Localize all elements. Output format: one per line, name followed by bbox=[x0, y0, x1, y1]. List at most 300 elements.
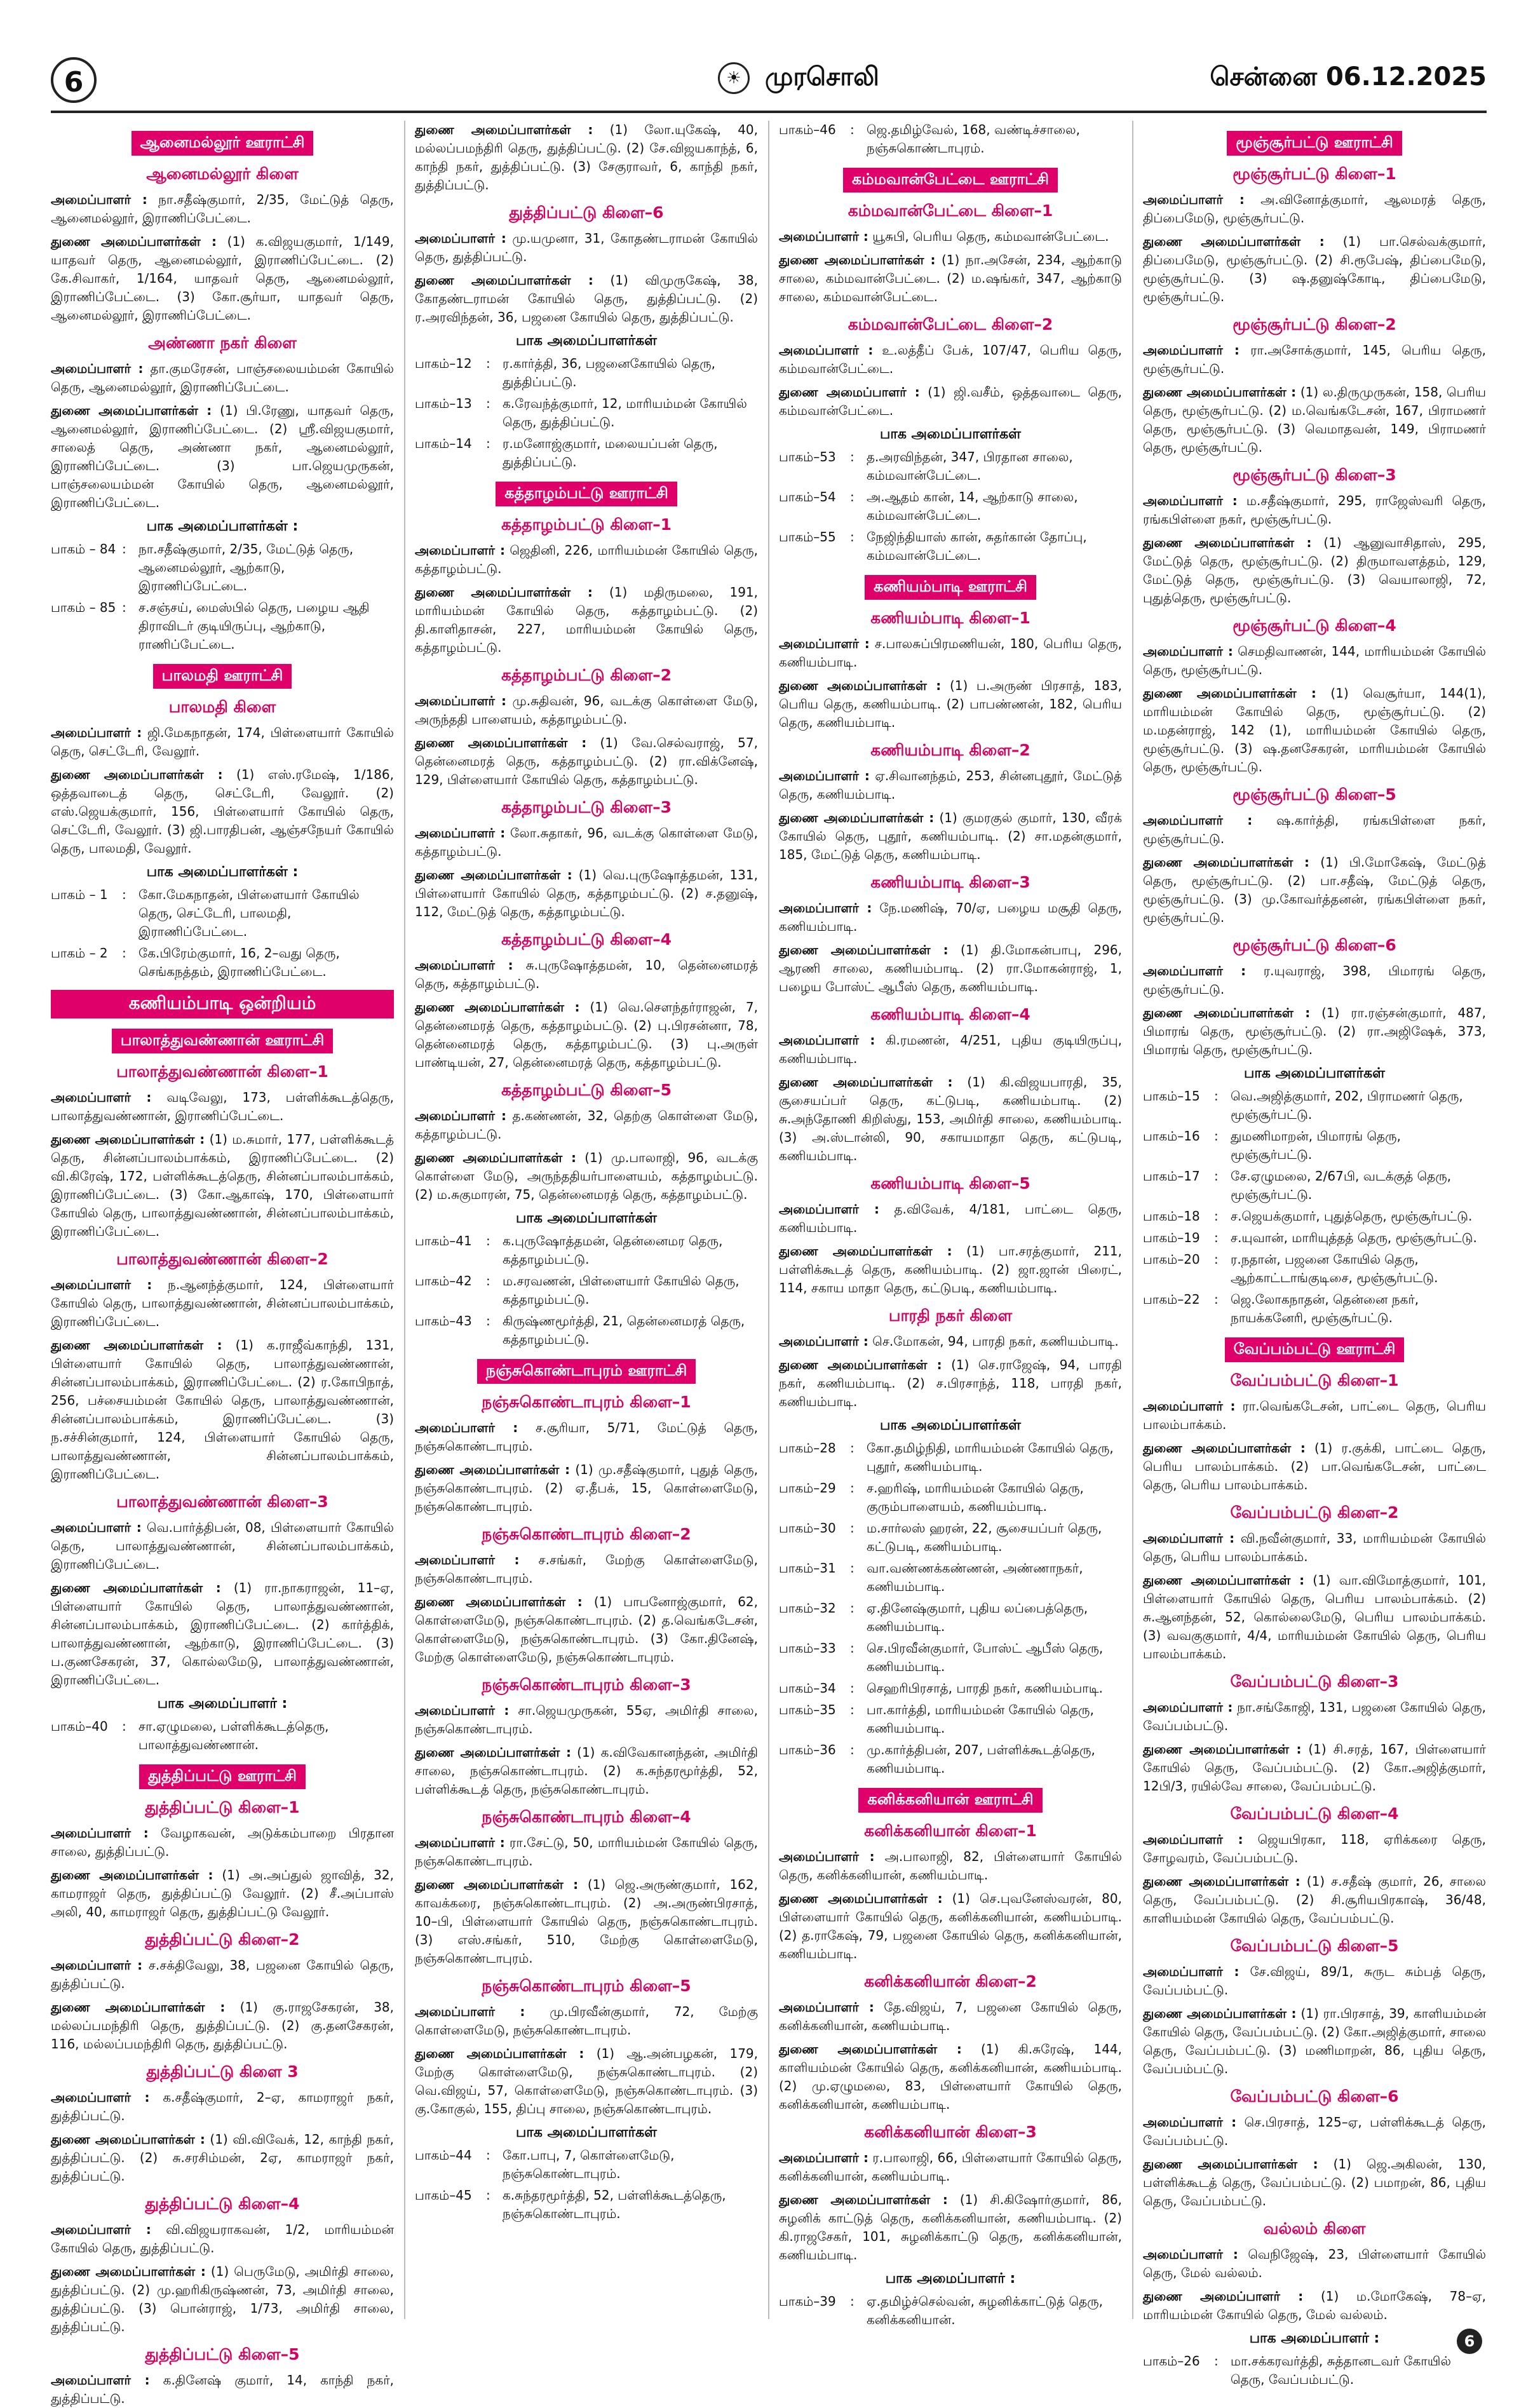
branch-heading: நஞ்சுகொண்டாபுரம் கிளை–1 bbox=[482, 1393, 691, 1411]
role-label: துணை அமைப்பாளர்கள் : bbox=[779, 2041, 962, 2057]
role-label: துணை அமைப்பாளர் : bbox=[779, 384, 920, 400]
role-label: அமைப்பாளர் : bbox=[779, 1032, 875, 1048]
separator: : bbox=[122, 887, 126, 902]
member-details: ச.சக்திவேலு, 38, பஜனை கோயில் தெரு, துத்திப்பட்டு. bbox=[51, 1958, 395, 1991]
separator: : bbox=[850, 2294, 854, 2309]
role-label: துணை அமைப்பாளர்கள் : bbox=[415, 999, 580, 1015]
member-entry bbox=[51, 724, 394, 761]
member-entry bbox=[51, 1276, 394, 1331]
member-entry bbox=[1143, 191, 1486, 227]
role-label: அமைப்பாளர் : bbox=[779, 900, 872, 916]
section-subheading: பாக அமைப்பாளர் : bbox=[885, 2271, 1016, 2287]
separator: : bbox=[850, 1742, 854, 1757]
role-label: அமைப்பாளர் : bbox=[415, 1552, 520, 1567]
booth-number: பாகம்–15 bbox=[1143, 1088, 1200, 1104]
section-subheading: பாக அமைப்பாளர்கள் : bbox=[146, 864, 299, 880]
member-details: (1) வெ.சௌந்தர்ராஜன், 7, தென்னைமரத் தெரு, கத்தாழம்பட்டு. (2) பு.பிரசன்னா, 78, தென்னைமரத் தெரு, கத்தாழம்பட்டு. (3) பு.அருள் பாண்டியன், 27, தென்னைமரத் தெரு, கத்தாழம்பட்டு. bbox=[415, 999, 758, 1070]
section-subheading: பாக அமைப்பாளர் : bbox=[1249, 2330, 1380, 2346]
council-heading: வேப்பம்பட்டு ஊராட்சி bbox=[1225, 1337, 1405, 1362]
booth-number: பாகம்–46 bbox=[779, 122, 836, 137]
branch-heading: கத்தாழம்பட்டு கிளை–2 bbox=[501, 666, 672, 684]
member-details: கி.ரமணன், 4/251, புதிய குடியிருப்பு, கணியம்பாடி. bbox=[779, 1032, 1122, 1066]
member-details: த.விவேக், 4/181, பாட்டை தெரு, கணியம்பாடி. bbox=[779, 1201, 1123, 1235]
booth-organizer: நா.சதீஷ்குமார், 2/35, மேட்டுத் தெரு, ஆனைமல்லூர், ஆற்காடு, இராணிப்பேட்டை. bbox=[138, 541, 354, 593]
booth-number: பாகம் – 85 bbox=[51, 600, 116, 615]
role-label: அமைப்பாளர் : bbox=[51, 361, 144, 376]
role-label: அமைப்பாளர் : bbox=[1143, 1398, 1236, 1414]
branch-heading: கணியம்பாடி கிளை–5 bbox=[870, 1174, 1030, 1193]
booth-number: பாகம்–40 bbox=[51, 1719, 108, 1734]
booth-row bbox=[415, 2146, 758, 2183]
role-label: அமைப்பாளர் : bbox=[779, 636, 870, 651]
booth-organizer: சா.ஏழுமலை, பள்ளிக்கூடத்தெரு, பாலாத்துவண்ணான். bbox=[138, 1719, 329, 1752]
member-details: மு.சுதிவன், 96, வடக்கு கொள்ளை மேடு, அருந்ததி பாளையம், கத்தாழம்பட்டு. bbox=[415, 693, 758, 727]
columns-container bbox=[51, 121, 1487, 2406]
council-heading: ஆனைமல்லூர் ஊராட்சி bbox=[132, 131, 314, 156]
booth-row bbox=[1143, 1250, 1486, 1287]
member-details: (1) சி.கிஷோர்குமார், 86, சுழனிக் காட்டுத் தெரு, கனிக்கனியான், கணியம்பாடி. (2) கி.ராஜசேகர், 101, சுழனிக்காட்டு தெரு, கனிக்கனியான், கணியம்பாடி. bbox=[779, 2192, 1122, 2263]
member-entry bbox=[51, 1130, 394, 1241]
member-entry bbox=[1143, 2245, 1486, 2282]
booth-number: பாகம்–17 bbox=[1143, 1168, 1200, 1184]
role-label: துணை அமைப்பாளர்கள் : bbox=[779, 1357, 942, 1372]
role-label: அமைப்பாளர் : bbox=[51, 2090, 150, 2105]
member-entry bbox=[415, 541, 758, 578]
booth-organizer: அ.ஆதம் கான், 14, ஆற்காடு சாலை, கம்மவான்பேட்டை. bbox=[867, 489, 1078, 523]
booth-row bbox=[779, 488, 1122, 525]
branch-heading: கம்மவான்பேட்டை கிளை–2 bbox=[848, 315, 1053, 334]
booth-row bbox=[51, 944, 394, 981]
separator: : bbox=[1214, 1208, 1219, 1224]
member-entry bbox=[51, 2371, 394, 2408]
branch-heading: கணியம்பாடி கிளை–2 bbox=[870, 741, 1030, 759]
booth-organizer: பா.கார்த்தி, மாரியம்மன் கோயில் தெரு, கணியம்பாடி. bbox=[867, 1702, 1094, 1736]
member-entry bbox=[51, 1998, 394, 2053]
member-details: (1) கி.விஜயபாரதி, 35, சூசையப்பர் தெரு, கட்டுபடி, கணியம்பாடி. (2) சு.அந்தோணி கிறிஸ்து, 153, அமிர்தி சாலை, கணியம்பாடி. (3) அ.ஸ்டான்லி, 90, சகாயமாதா தெரு, கட்டுபடி, கணியம்பாடி. bbox=[779, 1074, 1122, 1163]
member-entry bbox=[415, 1834, 758, 1870]
member-entry bbox=[51, 360, 394, 396]
booth-number: பாகம்–55 bbox=[779, 529, 836, 545]
role-label: அமைப்பாளர் : bbox=[1143, 644, 1233, 659]
role-label: அமைப்பாளர் : bbox=[415, 1108, 506, 1123]
booth-row bbox=[415, 435, 758, 471]
member-details: (1) அ.அப்துல் ஜாவித், 32, காமராஜர் தெரு, துத்திப்பட்டு வேலூர். (2) சீ.அப்பாஸ் அலி, 40, காமராஜர் தெரு, துத்திப்பட்டு வேலூர். bbox=[51, 1867, 394, 1919]
branch-heading: ஆனைமல்லூர் கிளை bbox=[146, 165, 299, 183]
member-entry bbox=[415, 1149, 758, 1204]
branch-heading: வேப்பம்பட்டு கிளை–1 bbox=[1230, 1371, 1399, 1390]
branch-heading: கனிக்கனியான் கிளை–2 bbox=[864, 1972, 1037, 1991]
member-entry bbox=[1143, 1872, 1486, 1928]
booth-number: பாகம்–45 bbox=[415, 2188, 472, 2203]
branch-heading: கத்தாழம்பட்டு கிளை–3 bbox=[501, 798, 672, 816]
role-label: துணை அமைப்பாளர்கள் : bbox=[51, 767, 223, 782]
member-details: (1) ஜெ.அகிலன், 130, பள்ளிக்கூடத் தெரு, வேப்பம்பட்டு. (2) பமாறன், 86, புதிய தெரு, வேப்பம்பட்டு. bbox=[1143, 2156, 1486, 2208]
role-label: துணை அமைப்பாளர்கள் : bbox=[779, 678, 942, 693]
member-entry bbox=[779, 1073, 1122, 1165]
booth-organizer: ச.சஞ்சய், மைஸ்பில் தெரு, பழைய ஆதி திராவிடர் குடியிருப்பு, ஆற்காடு, ராணிப்பேட்டை. bbox=[138, 600, 370, 652]
member-entry bbox=[1143, 811, 1486, 848]
role-label: அமைப்பாளர் : bbox=[1143, 1531, 1235, 1546]
member-entry bbox=[779, 1332, 1122, 1351]
member-entry bbox=[415, 998, 758, 1072]
booth-row bbox=[415, 1232, 758, 1269]
member-entry bbox=[1143, 1397, 1486, 1434]
booth-row bbox=[779, 1559, 1122, 1596]
branch-heading: கணியம்பாடி கிளை–4 bbox=[870, 1005, 1030, 1024]
member-entry bbox=[1143, 534, 1486, 607]
role-label: துணை அமைப்பாளர்கள் : bbox=[51, 1867, 213, 1883]
member-details: (1) எஸ்.ரமேஷ், 1/186, ஒத்தவாடைத் தெரு, செட்டேரி, வேலூர். (2) எஸ்.ஜெயக்குமார், 156, பிள்ளையார் கோயில் தெரு, செட்டேரி, வேலூர். (3) ஜி.பாரதிபன், ஆஞ்சநேயர் கோயில் தெரு, பாலமதி, வேலூர். bbox=[51, 767, 394, 856]
booth-number: பாகம்–35 bbox=[779, 1702, 836, 1717]
column-divider bbox=[1132, 121, 1133, 2319]
member-details: (1) பெருமேடு, அமிர்தி சாலை, துத்திப்பட்டு. (2) மு.ஹரிகிருஷ்ணன், 73, அமிர்தி சாலை, துத்திப்பட்டு. (3) பொன்ராஜ், 1/73, அமிர்தி சாலை, துத்திப்பட்டு. bbox=[51, 2264, 395, 2334]
separator: : bbox=[486, 1313, 490, 1329]
member-details: ஜெதினி, 226, மாரியம்மன் கோயில் தெரு, கத்தாழம்பட்டு. bbox=[415, 543, 759, 576]
member-details: (1) லோ.யுகேஷ், 40, மல்லப்பமந்திரி தெரு, துத்திப்பட்டு. (2) சே.விஜயகாந்த், 6, காந்தி நகர், துத்திப்பட்டு. (3) சேகுராவர், 6, காந்தி நகர், துத்திப்பட்டு. bbox=[415, 122, 758, 193]
branch-heading: பாலாத்துவண்ணான் கிளை–3 bbox=[116, 1492, 328, 1511]
booth-number: பாகம்–29 bbox=[779, 1480, 836, 1496]
member-entry bbox=[51, 1519, 394, 1574]
role-label: அமைப்பாளர் : bbox=[779, 1999, 874, 2015]
booth-number: பாகம்–39 bbox=[779, 2294, 836, 2309]
booth-number: பாகம்–20 bbox=[1143, 1252, 1200, 1267]
member-entry bbox=[415, 1107, 758, 1144]
member-entry bbox=[415, 1593, 758, 1667]
column-divider bbox=[768, 121, 769, 2319]
section-subheading: பாக அமைப்பாளர்கள் bbox=[515, 1210, 658, 1226]
booth-number: பாகம்–42 bbox=[415, 1273, 472, 1289]
role-label: அமைப்பாளர் : bbox=[1143, 342, 1239, 358]
member-entry bbox=[1143, 383, 1486, 457]
booth-number: பாகம்–31 bbox=[779, 1560, 836, 1576]
member-entry bbox=[415, 866, 758, 921]
member-details: ச.சங்கர், மேற்கு கொள்ளைமேடு, நஞ்சுகொண்டாபுரம். bbox=[415, 1552, 759, 1586]
booth-organizer: ஜெ.லோகநாதன், தென்னை நகர், நாயக்கனேரி, மூஞ்சூர்பட்டு. bbox=[1231, 1292, 1419, 1325]
branch-heading: நஞ்சுகொண்டாபுரம் கிளை–3 bbox=[482, 1675, 691, 1694]
member-entry bbox=[1143, 1698, 1486, 1735]
member-entry bbox=[415, 692, 758, 729]
member-details: (1) வெ.புருஷோத்தமன், 131, பிள்ளையார் கோயில் தெரு, கத்தாழம்பட்டு. (2) ச.தனுஷ், 112, மேட்டுத் தெரு, கத்தாழம்பட்டு. bbox=[415, 867, 758, 919]
role-label: துணை அமைப்பாளர்கள் : bbox=[1143, 686, 1316, 701]
branch-heading: பாரதி நகர் கிளை bbox=[888, 1306, 1013, 1325]
branch-heading: பாலமதி கிளை bbox=[168, 698, 276, 716]
separator: : bbox=[122, 541, 126, 557]
member-entry bbox=[51, 191, 394, 227]
dateline: சென்னை 06.12.2025 bbox=[1210, 62, 1487, 91]
booth-organizer: ஏ.தினேஷ்குமார், புதிய லப்பைத்தெரு, கணியம்பாடி. bbox=[867, 1600, 1088, 1634]
separator: : bbox=[1214, 1252, 1219, 1267]
member-entry bbox=[1143, 2155, 1486, 2210]
role-label: துணை அமைப்பாளர்கள் : bbox=[779, 1243, 952, 1259]
member-entry bbox=[1143, 341, 1486, 378]
branch-heading: கணியம்பாடி கிளை–3 bbox=[870, 873, 1030, 891]
member-entry bbox=[415, 734, 758, 789]
separator: : bbox=[850, 122, 854, 137]
booth-number: பாகம்–28 bbox=[779, 1440, 836, 1456]
branch-heading: அண்ணா நகர் கிளை bbox=[148, 334, 297, 352]
member-details: (1) க.விஜயகுமார், 1/149, யாதவர் தெரு, ஆனைமல்லூர், இராணிப்பேட்டை. (2) கே.சிவாகர், 1/164, யாதவர் தெரு, ஆனைமல்லூர், இராணிப்பேட்டை. (3) கோ.சூர்யா, யாதவர் தெரு, ஆனைமல்லூர், இராணிப்பேட்டை. bbox=[51, 234, 394, 323]
member-details: வடிவேலு, 173, பள்ளிக்கூடத்தெரு, பாலாத்துவண்ணான், இராணிப்பேட்டை. bbox=[51, 1090, 395, 1123]
member-details: வி.விஜயராகவன், 1/2, மாரியம்மன் கோயில் தெரு, துத்திப்பட்டு. bbox=[51, 2222, 394, 2256]
separator: : bbox=[850, 1440, 854, 1456]
branch-heading: கத்தாழம்பட்டு கிளை–1 bbox=[501, 515, 672, 534]
booth-row bbox=[1143, 1087, 1486, 1124]
role-label: அமைப்பாளர் : bbox=[779, 1849, 875, 1864]
branch-heading: வேப்பம்பட்டு கிளை–5 bbox=[1230, 1937, 1399, 1955]
role-label: அமைப்பாளர் : bbox=[1143, 493, 1238, 508]
separator: : bbox=[1214, 1168, 1219, 1184]
member-details: (1) செ.புவனேஸ்வரன், 80, பிள்ளையார் கோயில் தெரு, கனிக்கனியான், கணியம்பாடி. (2) த.ராகேஷ், 79, பஜனை கோயில் தெரு, கனிக்கனியான், கணியம்பாடி. bbox=[779, 1891, 1122, 1961]
member-details: மு.யமுனா, 31, கோதண்டராமன் கோயில் தெரு, துத்திப்பட்டு. bbox=[415, 231, 759, 264]
member-entry bbox=[1143, 1830, 1486, 1867]
member-entry bbox=[415, 2003, 758, 2039]
role-label: அமைப்பாளர் : bbox=[779, 342, 874, 358]
member-entry bbox=[779, 941, 1122, 996]
member-entry bbox=[1143, 2287, 1486, 2324]
branch-heading: வேப்பம்பட்டு கிளை–6 bbox=[1230, 2087, 1399, 2106]
section-subheading: பாக அமைப்பாளர்கள் bbox=[1243, 1065, 1386, 1081]
separator: : bbox=[850, 489, 854, 504]
section-subheading: பாக அமைப்பாளர்கள் bbox=[879, 1417, 1022, 1433]
header-rule bbox=[51, 111, 1487, 113]
member-entry bbox=[1143, 1963, 1486, 1999]
separator: : bbox=[486, 2148, 490, 2163]
separator: : bbox=[850, 1640, 854, 1656]
member-entry bbox=[415, 1701, 758, 1738]
member-entry bbox=[779, 635, 1122, 672]
booth-organizer: கே.பிரேம்குமார், 16, 2–வது தெரு, செங்கநத்தம், இராணிப்பேட்டை. bbox=[138, 945, 340, 979]
role-label: அமைப்பாளர் : bbox=[51, 192, 147, 207]
booth-number: பாகம்–34 bbox=[779, 1681, 836, 1696]
member-details: (1) விமுருகேஷ், 38, கோதண்டராமன் கோயில் தெரு, துத்திப்பட்டு. (2) ர.அரவிந்தன், 36, பஜனை கோயில் தெரு, துத்திப்பட்டு. bbox=[415, 273, 758, 325]
branch-heading: துத்திப்பட்டு கிளை–5 bbox=[145, 2345, 300, 2364]
separator: : bbox=[850, 1520, 854, 1536]
booth-organizer: ர.நதான், பஜனை கோயில் தெரு, ஆற்காட்டாங்குடிசை, மூஞ்சூர்பட்டு. bbox=[1231, 1252, 1438, 1285]
role-label: துணை அமைப்பாளர் : bbox=[1143, 2289, 1304, 2304]
member-details: (1) குமரகுல் குமார், 130, வீரக் கோயில் தெரு, புதூர், கணியம்பாடி. (2) சா.மதன்குமார், 185, மேட்டுத் தெரு, கணியம்பாடி. bbox=[779, 810, 1122, 862]
role-label: துணை அமைப்பாளர்கள் : bbox=[415, 1150, 577, 1165]
member-entry bbox=[415, 1551, 758, 1588]
booth-row bbox=[51, 540, 394, 595]
council-heading: பாலமதி ஊராட்சி bbox=[153, 664, 292, 689]
branch-heading: மூஞ்சூர்பட்டு கிளை–6 bbox=[1232, 936, 1396, 954]
member-details: ச.பாலசுப்பிரமணியன், 180, பெரிய தெரு, கணியம்பாடி. bbox=[779, 636, 1123, 670]
role-label: அமைப்பாளர் : bbox=[779, 1334, 868, 1349]
member-details: தா.குமரேசன், பாஞ்சலையம்மன் கோயில் தெரு, ஆனைமல்லூர், இராணிப்பேட்டை. bbox=[51, 361, 395, 395]
member-details: ம.சதீஷ்குமார், 295, ராஜேஸ்வரி தெரு, ரங்கபிள்ளை நகர், மூஞ்சூர்பட்டு. bbox=[1143, 493, 1487, 527]
booth-row bbox=[1143, 1207, 1486, 1226]
branch-heading: துத்திப்பட்டு கிளை–1 bbox=[145, 1798, 300, 1816]
role-label: துணை அமைப்பாளர்கள் : bbox=[51, 1999, 226, 2015]
footer-page-number: 6 bbox=[1457, 2329, 1482, 2354]
role-label: துணை அமைப்பாளர்கள் : bbox=[415, 1877, 579, 1892]
booth-row bbox=[779, 1701, 1122, 1738]
member-details: சு.புருஷோத்தமன், 10, தென்னைமரத் தெரு, கத்தாழம்பட்டு. bbox=[415, 957, 758, 991]
booth-number: பாகம் – 2 bbox=[51, 945, 108, 961]
booth-number: பாகம் – 1 bbox=[51, 887, 108, 902]
member-details: (1) செ.ராஜேஷ், 94, பாரதி நகர், கணியம்பாடி. (2) ச.பிரசாந்த், 118, பாரதி நகர், கணியம்பாடி. bbox=[779, 1357, 1122, 1409]
member-details: (1) மு.பாலாஜி, 96, வடக்கு கொள்ளை மேடு, அருந்ததியர்பாளையம், கத்தாழம்பட்டு. (2) ம.சுகுமாரன், 75, தென்னைமரத் தெரு, கத்தாழம்பட்டு. bbox=[415, 1150, 759, 1202]
member-entry bbox=[1143, 642, 1486, 679]
page-header bbox=[51, 57, 1487, 105]
role-label: துணை அமைப்பாளர்கள் : bbox=[1143, 535, 1312, 550]
booth-organizer: துமணிமாறன், பிமாரங் தெரு, மூஞ்சூர்பட்டு. bbox=[1231, 1128, 1401, 1162]
council-heading: நஞ்சுகொண்டாபுரம் ஊராட்சி bbox=[477, 1359, 696, 1384]
member-entry bbox=[779, 1200, 1122, 1237]
role-label: துணை அமைப்பாளர்கள் : bbox=[415, 2046, 584, 2061]
member-details: (1) பாபனோஜ்குமார், 62, கொள்ளைமேடு, நஞ்சுகொண்டாபுரம். (2) த.வெங்கடேசன், கொள்ளைமேடு, நஞ்சுகொண்டாபுரம். (3) கோ.தினேஷ், மேற்கு கொள்ளைமேடு, நஞ்சுகொண்டாபுரம். bbox=[415, 1594, 758, 1665]
booth-row bbox=[779, 448, 1122, 485]
branch-heading: நஞ்சுகொண்டாபுரம் கிளை–2 bbox=[482, 1525, 691, 1543]
member-details: அ.வினோத்குமார், ஆலமரத் தெரு, திப்பைமேடு, மூஞ்சூர்பட்டு. bbox=[1143, 192, 1486, 226]
booth-organizer: ஜெ.தமிழ்வேல், 168, வண்டிச்சாலை, நஞ்சுகொண்டாபுரம். bbox=[867, 122, 1080, 156]
member-entry bbox=[1143, 1004, 1486, 1059]
section-subheading: பாக அமைப்பாளர் : bbox=[157, 1696, 288, 1712]
booth-row bbox=[779, 1479, 1122, 1516]
booth-number: பாகம்–19 bbox=[1143, 1230, 1200, 1245]
role-label: துணை அமைப்பாளர்கள் : bbox=[779, 810, 935, 825]
member-entry bbox=[779, 251, 1122, 306]
branch-heading: மூஞ்சூர்பட்டு கிளை–1 bbox=[1232, 165, 1396, 183]
member-details: க.சதீஷ்குமார், 2–ஏ, காமராஜர் நகர், துத்திப்பட்டு. bbox=[51, 2090, 395, 2123]
member-entry bbox=[1143, 1439, 1486, 1494]
member-details: (1) வா.விமோத்குமார், 101, பிள்ளையார் கோயில் தெரு, பெரிய பாலம்பாக்கம். (2) சு.ஆனந்தன், 52, கொல்லைமேடு, பெரிய பாலம்பாக்கம். (3) வவகுகுமார், 4/4, மாரியம்மன் கோயில் தெரு, பெரிய பாலம்பாக்கம். bbox=[1143, 1573, 1486, 1661]
separator: : bbox=[850, 1480, 854, 1496]
column-divider bbox=[404, 121, 405, 2319]
member-entry bbox=[51, 1866, 394, 1921]
booth-organizer: செ.பிரவீன்குமார், போஸ்ட் ஆபீஸ் தெரு, கணியம்பாடி. bbox=[867, 1640, 1104, 1674]
member-entry bbox=[779, 1998, 1122, 2035]
role-label: துணை அமைப்பாளர்கள் : bbox=[51, 234, 217, 249]
role-label: அமைப்பாளர் : bbox=[779, 2150, 868, 2165]
booth-number: பாகம்–32 bbox=[779, 1600, 836, 1616]
role-label: அமைப்பாளர் : bbox=[415, 231, 506, 246]
role-label: அமைப்பாளர் : bbox=[415, 1420, 518, 1435]
member-entry bbox=[779, 1242, 1122, 1297]
booth-row bbox=[779, 1639, 1122, 1676]
booth-number: பாகம்–41 bbox=[415, 1233, 472, 1248]
separator: : bbox=[1214, 2353, 1219, 2369]
booth-number: பாகம்–36 bbox=[779, 1742, 836, 1757]
section-subheading: பாக அமைப்பாளர்கள் bbox=[515, 333, 658, 349]
separator: : bbox=[486, 1233, 490, 1248]
member-details: (1) வே.செல்வராஜ், 57, தென்னைமரத் தெரு, கத்தாழம்பட்டு. (2) ரா.விக்னேஷ், 129, பிள்ளையார் கோயில் தெரு, கத்தாழம்பட்டு. bbox=[415, 735, 758, 787]
branch-heading: கணியம்பாடி கிளை–1 bbox=[870, 609, 1030, 627]
booth-number: பாகம்–54 bbox=[779, 489, 836, 504]
role-label: அமைப்பாளர் : bbox=[779, 229, 868, 244]
member-details: த.கண்ணன், 32, தெற்கு கொள்ளை மேடு, கத்தாழம்பட்டு. bbox=[415, 1108, 758, 1142]
member-details: (1) வெசூர்யா, 144(1), மாரியம்மன் கோயில் தெரு, மூஞ்சூர்பட்டு. (2) ம.மதன்ராஜ், 142 (1), மாரியம்மன் கோயில் தெரு, மூஞ்சூர்பட்டு. (3) ஷ.தனசேகரன், மாரியம்மன் கோயில் தெரு, மூஞ்சூர்பட்டு. bbox=[1143, 686, 1486, 774]
member-entry bbox=[51, 2088, 394, 2125]
column-2 bbox=[415, 121, 758, 2319]
member-details: (1) ரா.பிரசாத், 39, காளியம்மன் கோயில் தெரு, வேப்பம்பட்டு. (2) கோ.அஜித்குமார், சாலை தெரு, வேப்பம்பட்டு. (3) மணிமாறன், 86, புதிய தெரு, வேப்பம்பட்டு. bbox=[1143, 2006, 1486, 2076]
role-label: அமைப்பாளர் : bbox=[51, 1958, 143, 1973]
member-details: ஏ.சிவானந்தம், 253, சின்னபுதூர், மேட்டுத் தெரு, கணியம்பாடி. bbox=[779, 768, 1122, 802]
member-details: (1) ஆனுவாசிதாஸ், 295, மேட்டுத் தெரு, மூஞ்சூர்பட்டு. (2) திருமாவளத்தம், 129, மேட்டுத் தெரு, மூஞ்சூர்பட்டு. (3) வெயாலாஜி, 72, புதுத்தெரு, மூஞ்சூர்பட்டு. bbox=[1143, 535, 1486, 605]
member-entry bbox=[779, 677, 1122, 732]
member-details: தே.விஜய், 7, பஜனை கோயில் தெரு, கனிக்கனியான், கணியம்பாடி. bbox=[779, 1999, 1123, 2033]
member-details: ர.பாலாஜி, 66, பிள்ளையார் கோயில் தெரு, கனிக்கனியான், கணியம்பாடி. bbox=[779, 2150, 1122, 2184]
member-details: (1) பி.ரேணு, யாதவர் தெரு, ஆனைமல்லூர், இராணிப்பேட்டை. (2) ஸ்ரீ.விஜயகுமார், சாலைத் தெரு, அண்ணா நகர், ஆனைமல்லூர், இராணிப்பேட்டை. (3) பா.ஜெயமுருகன், பாஞ்சலையம்மன் கோயில் தெரு, ஆனைமல்லூர், இராணிப்பேட்டை. bbox=[51, 403, 394, 510]
member-details: (1) பா.செல்வக்குமார், திப்பைமேடு, மூஞ்சூர்பட்டு. (2) சி.ரூபேஷ், திப்பைமேடு, மூஞ்சூர்பட்டு. (3) ஷ.தனுஷ்கோடி, திப்பைமேடு, மூஞ்சூர்பட்டு. bbox=[1143, 234, 1486, 304]
booth-row bbox=[1143, 1229, 1486, 1247]
booth-organizer: ஏ.தமிழ்ச்செல்வன், சுழனிக்காட்டுத் தெரு, கனிக்கனியான். bbox=[867, 2294, 1104, 2327]
member-details: லோ.சுதாகர், 96, வடக்கு கொள்ளை மேடு, கத்தாழம்பட்டு. bbox=[415, 825, 759, 859]
role-label: துணை அமைப்பாளர்கள் : bbox=[1143, 2006, 1297, 2021]
member-details: உ.லத்தீப் பேக், 107/47, பெரிய தெரு, கம்மவான்பேட்டை. bbox=[779, 342, 1122, 376]
booth-organizer: ம.சரவணன், பிள்ளையார் கோயில் தெரு, கத்தாழம்பட்டு. bbox=[503, 1273, 739, 1307]
member-details: (1) பி.மோகேஷ், மேட்டுத் தெரு, மூஞ்சூர்பட்டு. (2) பா.சதீஷ், மேட்டுத் தெரு, மூஞ்சூர்பட்டு. (3) மு.கோவர்த்தனன், ரங்கபிள்ளை நகர், மூஞ்சூர்பட்டு. bbox=[1143, 855, 1486, 925]
member-details: ந.ஆனந்த்குமார், 124, பிள்ளையார் கோயில் தெரு, பாலாத்துவண்ணான், சின்னப்பாலம்பாக்கம், இராணிப்பேட்டை. bbox=[51, 1277, 395, 1329]
member-details: (1) மதிருமலை, 191, மாரியம்மன் கோயில் தெரு, கத்தாழம்பட்டு. (2) தி.காளிதாசன், 227, மாரியம்மன் கோயில் தெரு, கத்தாழம்பட்டு. bbox=[415, 585, 758, 655]
member-details: வி.நவீன்குமார், 33, மாரியம்மன் கோயில் தெரு, பெரிய பாலம்பாக்கம். bbox=[1143, 1531, 1487, 1564]
role-label: அமைப்பாளர் : bbox=[415, 825, 506, 841]
booth-organizer: ர.மனோஜ்குமார், மலையப்பன் தெரு, துத்திப்பட்டு. bbox=[503, 436, 718, 470]
role-label: அமைப்பாளர் : bbox=[1143, 2114, 1237, 2130]
booth-organizer: ம.சார்லஸ் ஹரன், 22, சூசையப்பர் தெரு, கட்டுபடி, கணியம்பாடி. bbox=[867, 1520, 1102, 1554]
booth-row bbox=[779, 1679, 1122, 1698]
member-details: நே.மணிஷ், 70/ஏ, பழைய மசூதி தெரு, கணியம்பாடி. bbox=[779, 900, 1123, 934]
member-entry bbox=[415, 1419, 758, 1456]
member-details: (1) ப.அருண் பிரசாத், 183, பெரிய தெரு, கணியம்பாடி. (2) பாபண்ணன், 182, பெரிய தெரு, கணியம்பாடி. bbox=[779, 678, 1122, 730]
role-label: துணை அமைப்பாளர்கள் : bbox=[415, 122, 593, 137]
council-heading: கம்மவான்பேட்டை ஊராட்சி bbox=[843, 168, 1058, 193]
booth-row bbox=[1143, 1127, 1486, 1164]
role-label: துணை அமைப்பாளர்கள் : bbox=[51, 403, 212, 418]
branch-heading: வேப்பம்பட்டு கிளை–2 bbox=[1230, 1503, 1399, 1522]
booth-organizer: மு.கார்த்திபன், 207, பள்ளிக்கூடத்தெரு, கணியம்பாடி. bbox=[867, 1742, 1095, 1776]
booth-organizer: வெ.அஜித்குமார், 202, பிராமணர் தெரு, மூஞ்சூர்பட்டு. bbox=[1231, 1088, 1463, 1122]
booth-organizer: வா.வண்ணக்கண்ணன், அண்ணாநகர், கணியம்பாடி. bbox=[867, 1560, 1083, 1594]
separator: : bbox=[122, 1719, 126, 1734]
member-entry bbox=[415, 121, 758, 194]
member-details: நா.சதீஷ்குமார், 2/35, மேட்டுத் தெரு, ஆனைமல்லூர், இராணிப்பேட்டை. bbox=[51, 192, 395, 226]
booth-number: பாகம்–53 bbox=[779, 449, 836, 464]
member-entry bbox=[779, 809, 1122, 864]
role-label: அமைப்பாளர் : bbox=[1143, 963, 1246, 978]
column-1 bbox=[51, 121, 395, 2406]
member-details: அ.பாலாஜி, 82, பிள்ளையார் கோயில் தெரு, கனிக்கனியான், கணியம்பாடி. bbox=[779, 1849, 1123, 1883]
member-details: யூசுபி, பெரிய தெரு, கம்மவான்பேட்டை. bbox=[872, 229, 1109, 244]
page-number-badge: 6 bbox=[51, 57, 97, 103]
council-heading: பாலாத்துவண்ணான் ஊராட்சி bbox=[112, 1029, 334, 1053]
booth-organizer: க.புருஷோத்தமன், தென்னைமர தெரு, கத்தாழம்பட்டு. bbox=[503, 1233, 723, 1267]
role-label: துணை அமைப்பாளர்கள் : bbox=[51, 1132, 205, 1147]
role-label: அமைப்பாளர் : bbox=[1143, 192, 1245, 207]
branch-heading: துத்திப்பட்டு கிளை–4 bbox=[145, 2195, 300, 2213]
member-entry bbox=[1143, 2005, 1486, 2078]
role-label: அமைப்பாளர் : bbox=[51, 725, 142, 740]
booth-number: பாகம்–22 bbox=[1143, 1292, 1200, 1307]
member-entry bbox=[1143, 684, 1486, 776]
member-details: (1) ச.சதீஷ் குமார், 26, சாலை தெரு, வேப்பம்பட்டு. (2) சி.சூரியபிரகாஷ், 36/48, காளியம்மன் கோயில் தெரு, வேப்பம்பட்டு. bbox=[1143, 1874, 1486, 1926]
role-label: துணை அமைப்பாளர்கள் : bbox=[1143, 1005, 1311, 1020]
booth-organizer: ர.கார்த்தி, 36, பஜனைகோயில் தெரு, துத்திப்பட்டு. bbox=[503, 356, 715, 389]
masthead-title: முரசொலி bbox=[764, 62, 879, 91]
role-label: துணை அமைப்பாளர்கள் : bbox=[1143, 1742, 1302, 1757]
member-entry bbox=[1143, 1740, 1486, 1796]
branch-heading: மூஞ்சூர்பட்டு கிளை–5 bbox=[1232, 785, 1396, 804]
branch-heading: வேப்பம்பட்டு கிளை–4 bbox=[1230, 1804, 1399, 1823]
council-heading: மூஞ்சூர்பட்டு ஊராட்சி bbox=[1227, 131, 1402, 156]
member-entry bbox=[1143, 962, 1486, 999]
booth-organizer: க.சுந்தரமூர்த்தி, 52, பள்ளிக்கூடத்தெரு, நஞ்சுகொண்டாபுரம். bbox=[503, 2188, 726, 2221]
member-details: (1) மு.சதீஷ்குமார், புதுத் தெரு, நஞ்சுகொண்டாபுரம். (2) ஏ.தீபக், 15, கொள்ளைமேடு, நஞ்சுகொண்டாபுரம். bbox=[415, 1462, 759, 1514]
booth-organizer: த.அரவிந்தன், 347, பிரதான சாலை, கம்மவான்பேட்டை. bbox=[867, 449, 1073, 483]
member-entry bbox=[415, 1876, 758, 1968]
sun-logo-icon: ☀ bbox=[718, 62, 750, 94]
member-entry bbox=[415, 956, 758, 993]
